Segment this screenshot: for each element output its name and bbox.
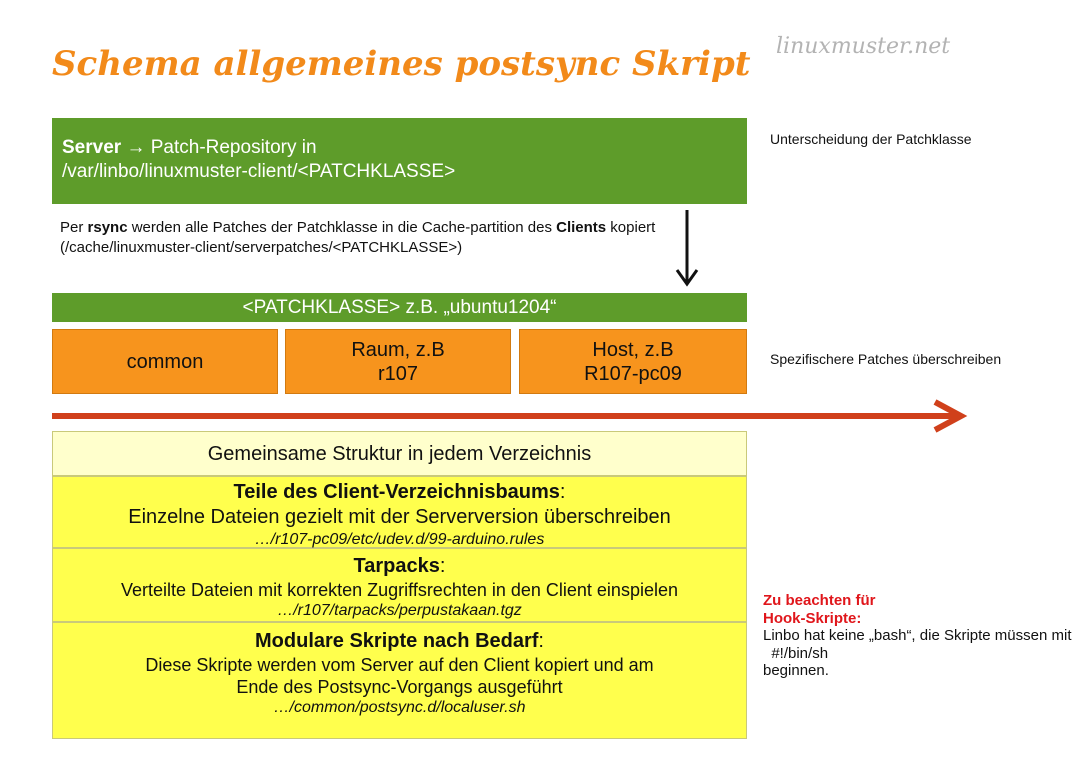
modular-scripts-colon: : bbox=[538, 630, 544, 652]
note-patchklasse: Unterscheidung der Patchklasse bbox=[770, 131, 972, 147]
tarpacks-box bbox=[52, 548, 747, 622]
server-arrow-text: → Patch-Repository in bbox=[121, 137, 317, 158]
tarpacks-colon: : bbox=[439, 555, 446, 577]
hook-scripts-note bbox=[763, 592, 1072, 680]
client-tree-title: Teile des Client-Verzeichnisbaums bbox=[233, 481, 560, 503]
client-tree-box bbox=[52, 476, 747, 548]
level-common-box bbox=[52, 329, 278, 394]
down-arrow-icon bbox=[674, 208, 704, 288]
level-host-example: R107-pc09 bbox=[584, 362, 682, 385]
level-raum-box bbox=[285, 329, 511, 394]
level-raum-label: Raum, z.B bbox=[351, 338, 445, 361]
modular-scripts-box bbox=[52, 622, 747, 739]
level-host-label: Host, z.B bbox=[592, 338, 674, 361]
modular-scripts-title: Modulare Skripte nach Bedarf bbox=[255, 630, 539, 652]
hook-note-heading-1: Zu beachten für bbox=[763, 592, 876, 609]
hook-note-heading-2: Hook-Skripte: bbox=[763, 609, 862, 627]
specificity-arrow-icon bbox=[50, 396, 970, 436]
hook-note-line-1: Linbo hat keine „bash“, die Skripte müssen mit bbox=[763, 627, 1072, 644]
level-raum-example: r107 bbox=[377, 362, 418, 385]
note-specific-patches: Spezifischere Patches überschreiben bbox=[770, 351, 1002, 367]
modular-scripts-text-1: Diese Skripte werden vom Server auf den Client kopiert und am bbox=[145, 655, 654, 675]
common-structure-header: Gemeinsame Struktur in jedem Verzeichnis bbox=[52, 431, 747, 476]
rsync-text-3: kopiert bbox=[606, 219, 656, 236]
client-tree-colon: : bbox=[559, 481, 566, 503]
rsync-text-2: werden alle Patches der Patchklasse in die Cache-partition des bbox=[127, 219, 557, 236]
client-tree-path: …/r107-pc09/etc/udev.d/99-arduino.rules bbox=[254, 531, 545, 548]
brand-logo: linuxmuster.net bbox=[776, 34, 951, 59]
rsync-cache-path: (/cache/linuxmuster-client/serverpatches/<PATCHKLASSE>) bbox=[60, 239, 463, 256]
hook-note-line-3: beginnen. bbox=[763, 662, 829, 679]
client-tree-text: Einzelne Dateien gezielt mit der Serverversion überschreiben bbox=[128, 506, 671, 528]
level-host-box bbox=[519, 329, 747, 394]
rsync-text-1: Per bbox=[60, 219, 88, 236]
server-label: Server bbox=[62, 137, 122, 158]
tarpacks-text: Verteilte Dateien mit korrekten Zugriffsrechten in den Client einspielen bbox=[121, 580, 678, 600]
modular-scripts-path: …/common/postsync.d/localuser.sh bbox=[273, 699, 526, 716]
level-common-label: common bbox=[126, 350, 204, 373]
hook-note-shebang: #!/bin/sh bbox=[763, 644, 829, 662]
rsync-bold: rsync bbox=[87, 219, 128, 236]
modular-scripts-text-2: Ende des Postsync-Vorgangs ausgeführt bbox=[236, 677, 563, 697]
clients-bold: Clients bbox=[556, 219, 607, 236]
tarpacks-path: …/r107/tarpacks/perpustakaan.tgz bbox=[277, 602, 522, 619]
tarpacks-title: Tarpacks bbox=[353, 555, 440, 577]
server-path: /var/linbo/linuxmuster-client/<PATCHKLASSE> bbox=[62, 161, 456, 182]
patchklasse-bar: <PATCHKLASSE> z.B. „ubuntu1204“ bbox=[52, 293, 747, 322]
slide-title: Schema allgemeines postsync Skript bbox=[52, 44, 751, 84]
server-repository-box bbox=[52, 118, 747, 204]
